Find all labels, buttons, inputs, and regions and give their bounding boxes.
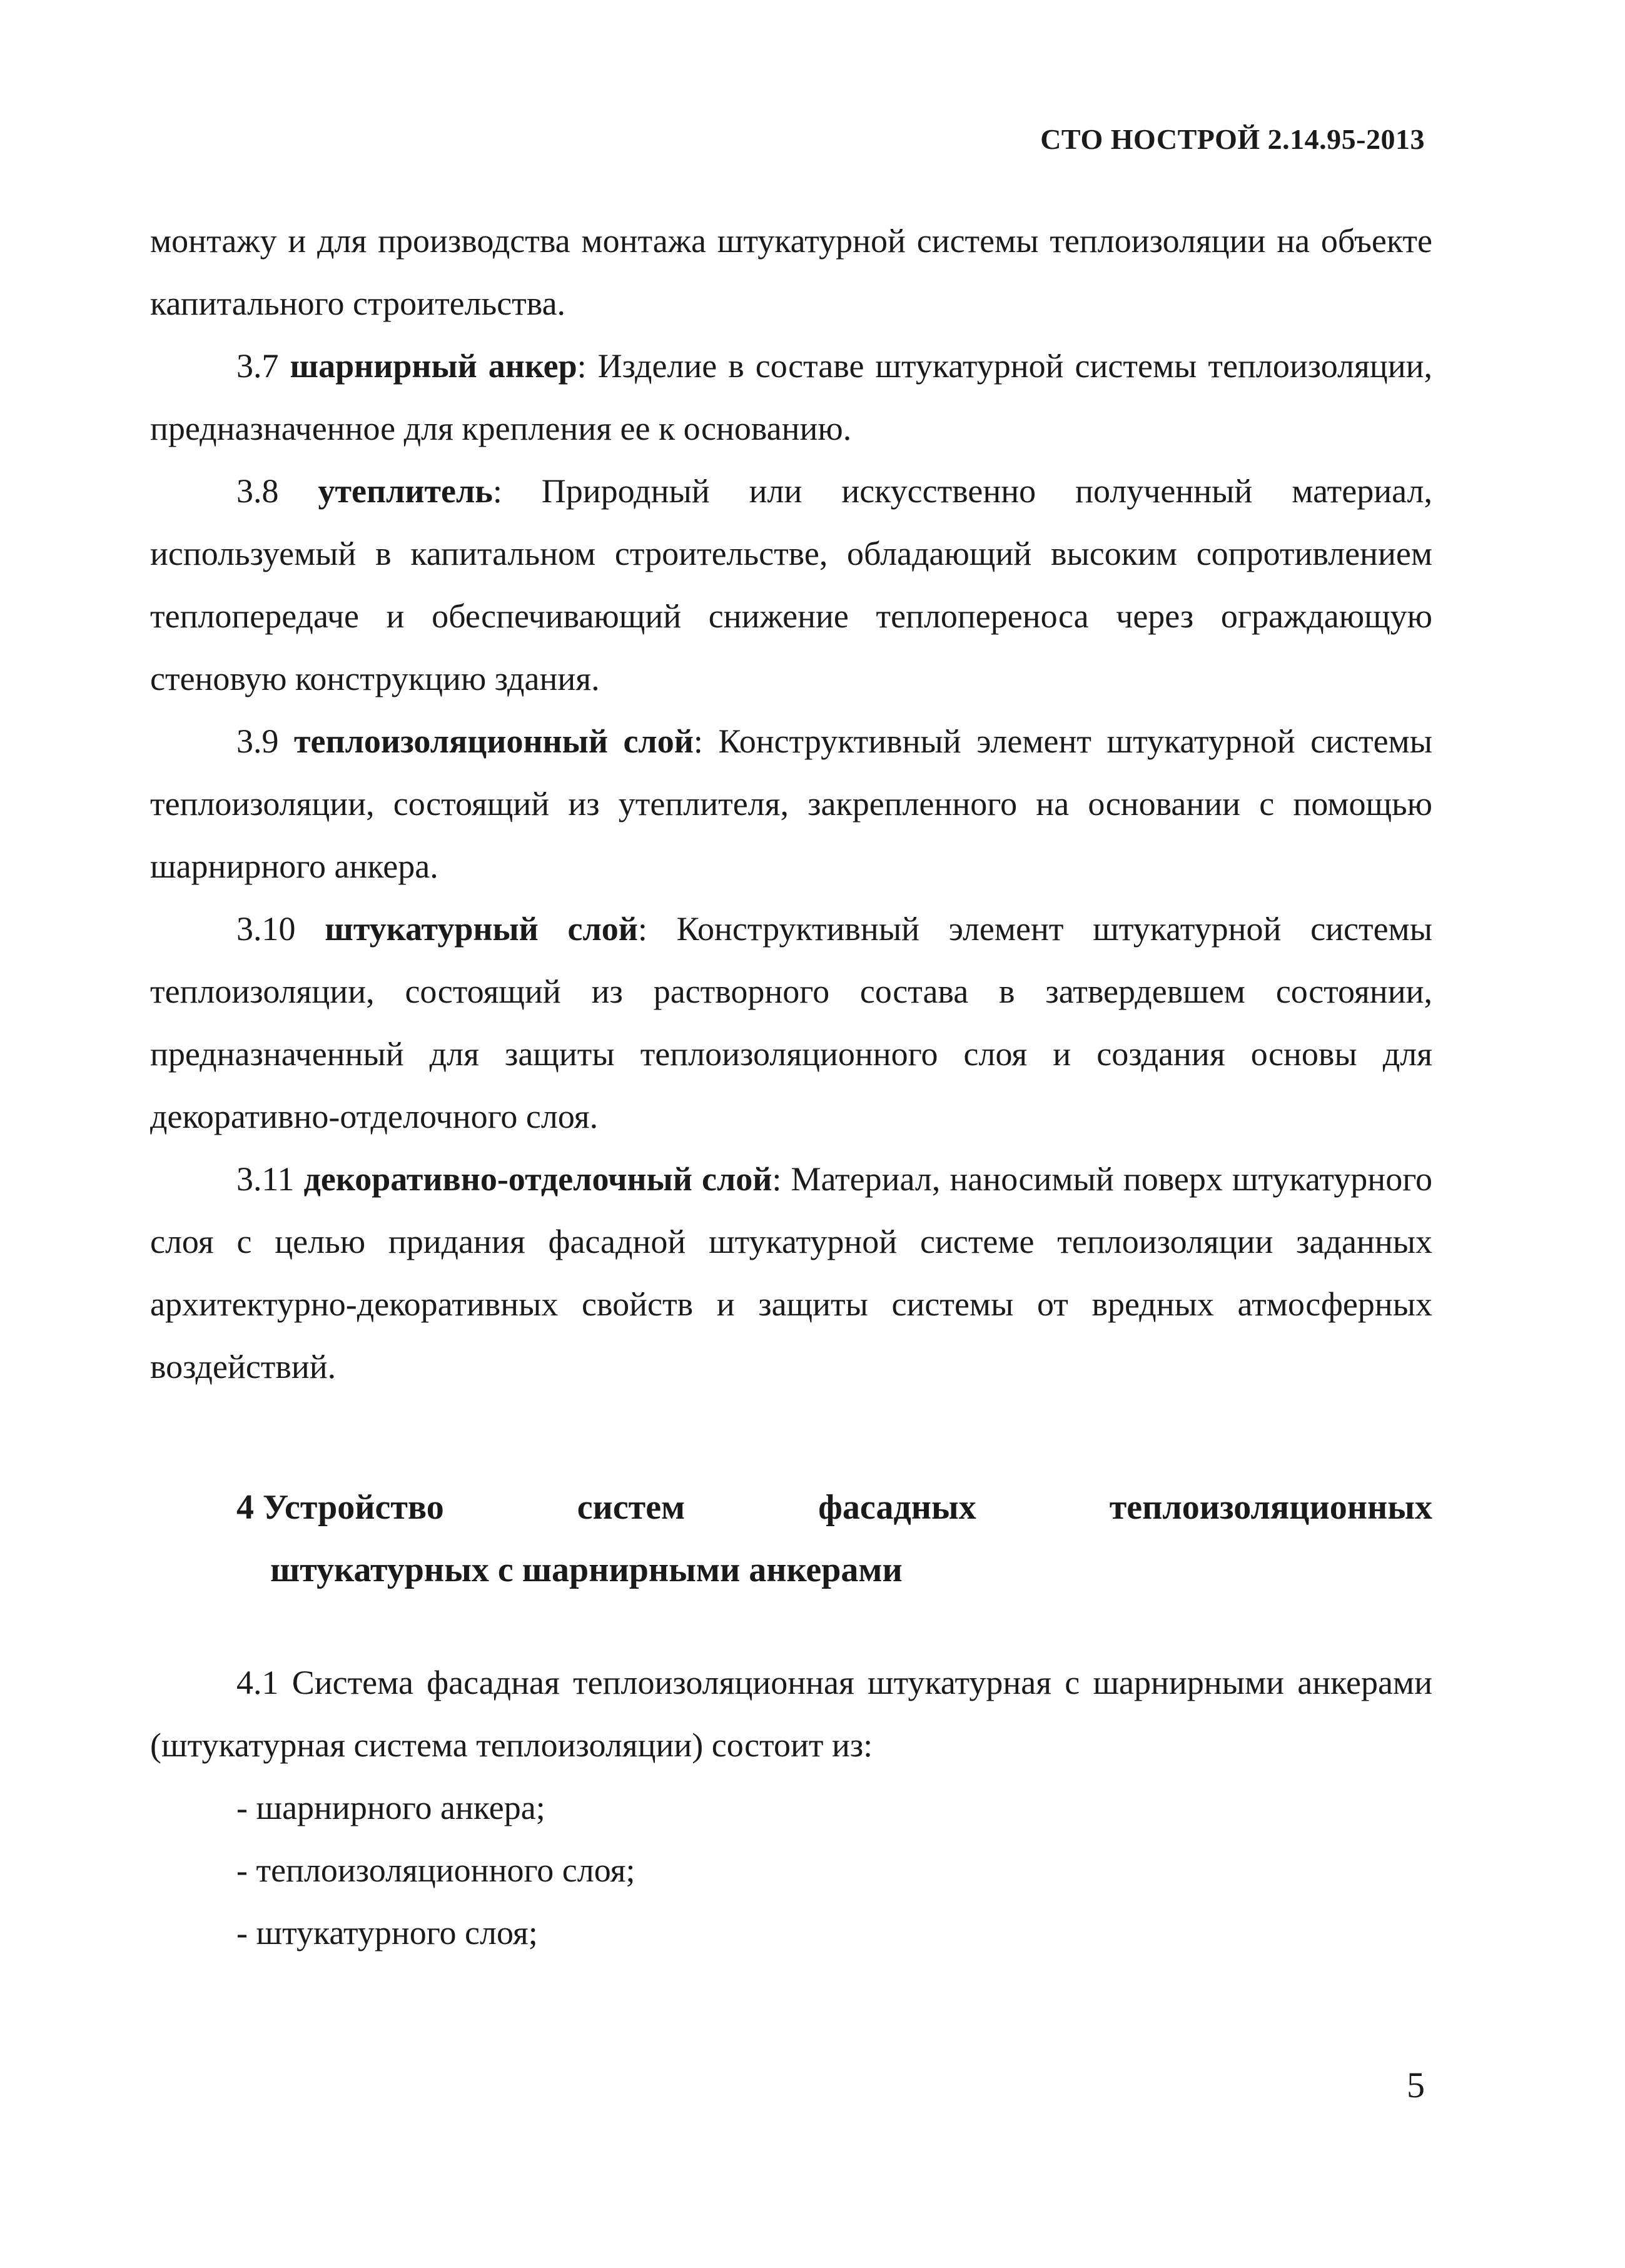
definition-number: 3.9 [236, 722, 279, 760]
definition-number: 3.7 [236, 347, 279, 385]
definition-number: 3.8 [236, 472, 279, 510]
definition-term: шарнирный анкер [290, 347, 577, 385]
continuation-paragraph: монтажу и для производства монтажа штукатурной системы теплоизоляции на объекте капитального строительства. [150, 222, 1432, 322]
definition-text: : Материал, наносимый поверх штукатурного слоя с целью придания фасадной штукатурной системе теплоизоляции заданных архитектурно-декоративных свойств и защиты системы от вредных атмосферных воздействий. [150, 1160, 1432, 1385]
list-item: - теплоизоляционного слоя; [236, 1851, 635, 1889]
definition-text: : Природный или искусственно полученный материал, используемый в капитальном строительстве, обладающий высоким сопротивлением теплопередаче и обеспечивающий снижение теплопереноса через ограждающую стеновую конструкцию здания. [150, 472, 1433, 697]
definition-text: : Изделие в составе штукатурной системы теплоизоляции, предназначенное для крепления ее к основанию. [150, 347, 1432, 447]
definition-number: 3.11 [236, 1160, 295, 1198]
clause-4-1-block [150, 1651, 1432, 1964]
definition-text: : Конструктивный элемент штукатурной системы теплоизоляции, состоящий из утеплителя, закрепленного на основании с помощью шарнирного анкера. [150, 722, 1432, 885]
body-text [150, 210, 1432, 1398]
list-item: - шарнирного анкера; [236, 1789, 545, 1826]
section-heading-word: систем [577, 1488, 686, 1527]
section-number: 4 [236, 1488, 254, 1527]
definition-3-8 [150, 460, 1432, 710]
definition-text: : Конструктивный элемент штукатурной системы теплоизоляции, состоящий из растворного состава в затвердевшем состоянии, предназначенный для защиты теплоизоляционного слоя и создания основы для декоративно-отделочного слоя. [150, 910, 1432, 1135]
section-heading-word: 4 Устройство [236, 1488, 444, 1527]
section-heading-line-1 [236, 1476, 1432, 1539]
definition-term: декоративно-отделочный слой [303, 1160, 772, 1198]
section-heading-line-2: штукатурных с шарнирными анкерами [270, 1551, 903, 1589]
list-item: - штукатурного слоя; [236, 1914, 538, 1952]
definition-3-9 [150, 710, 1432, 898]
section-heading-word: теплоизоляционных [1109, 1488, 1432, 1527]
definition-3-10 [150, 898, 1432, 1148]
page-number: 5 [1407, 2065, 1425, 2105]
section-heading [236, 1476, 1432, 1601]
definition-3-11 [150, 1148, 1432, 1398]
definition-term: утеплитель [318, 472, 493, 510]
definition-3-7 [150, 335, 1432, 460]
document-code-header: СТО НОСТРОЙ 2.14.95-2013 [1040, 123, 1425, 155]
section-heading-word: фасадных [818, 1488, 976, 1527]
definition-term: штукатурный слой [325, 910, 638, 948]
definition-number: 3.10 [236, 910, 296, 948]
clause-4-1: 4.1 Система фасадная теплоизоляционная штукатурная с шарнирными анкерами (штукатурная система теплоизоляции) состоит из: [150, 1664, 1432, 1764]
definition-term: теплоизоляционный слой [294, 722, 694, 760]
